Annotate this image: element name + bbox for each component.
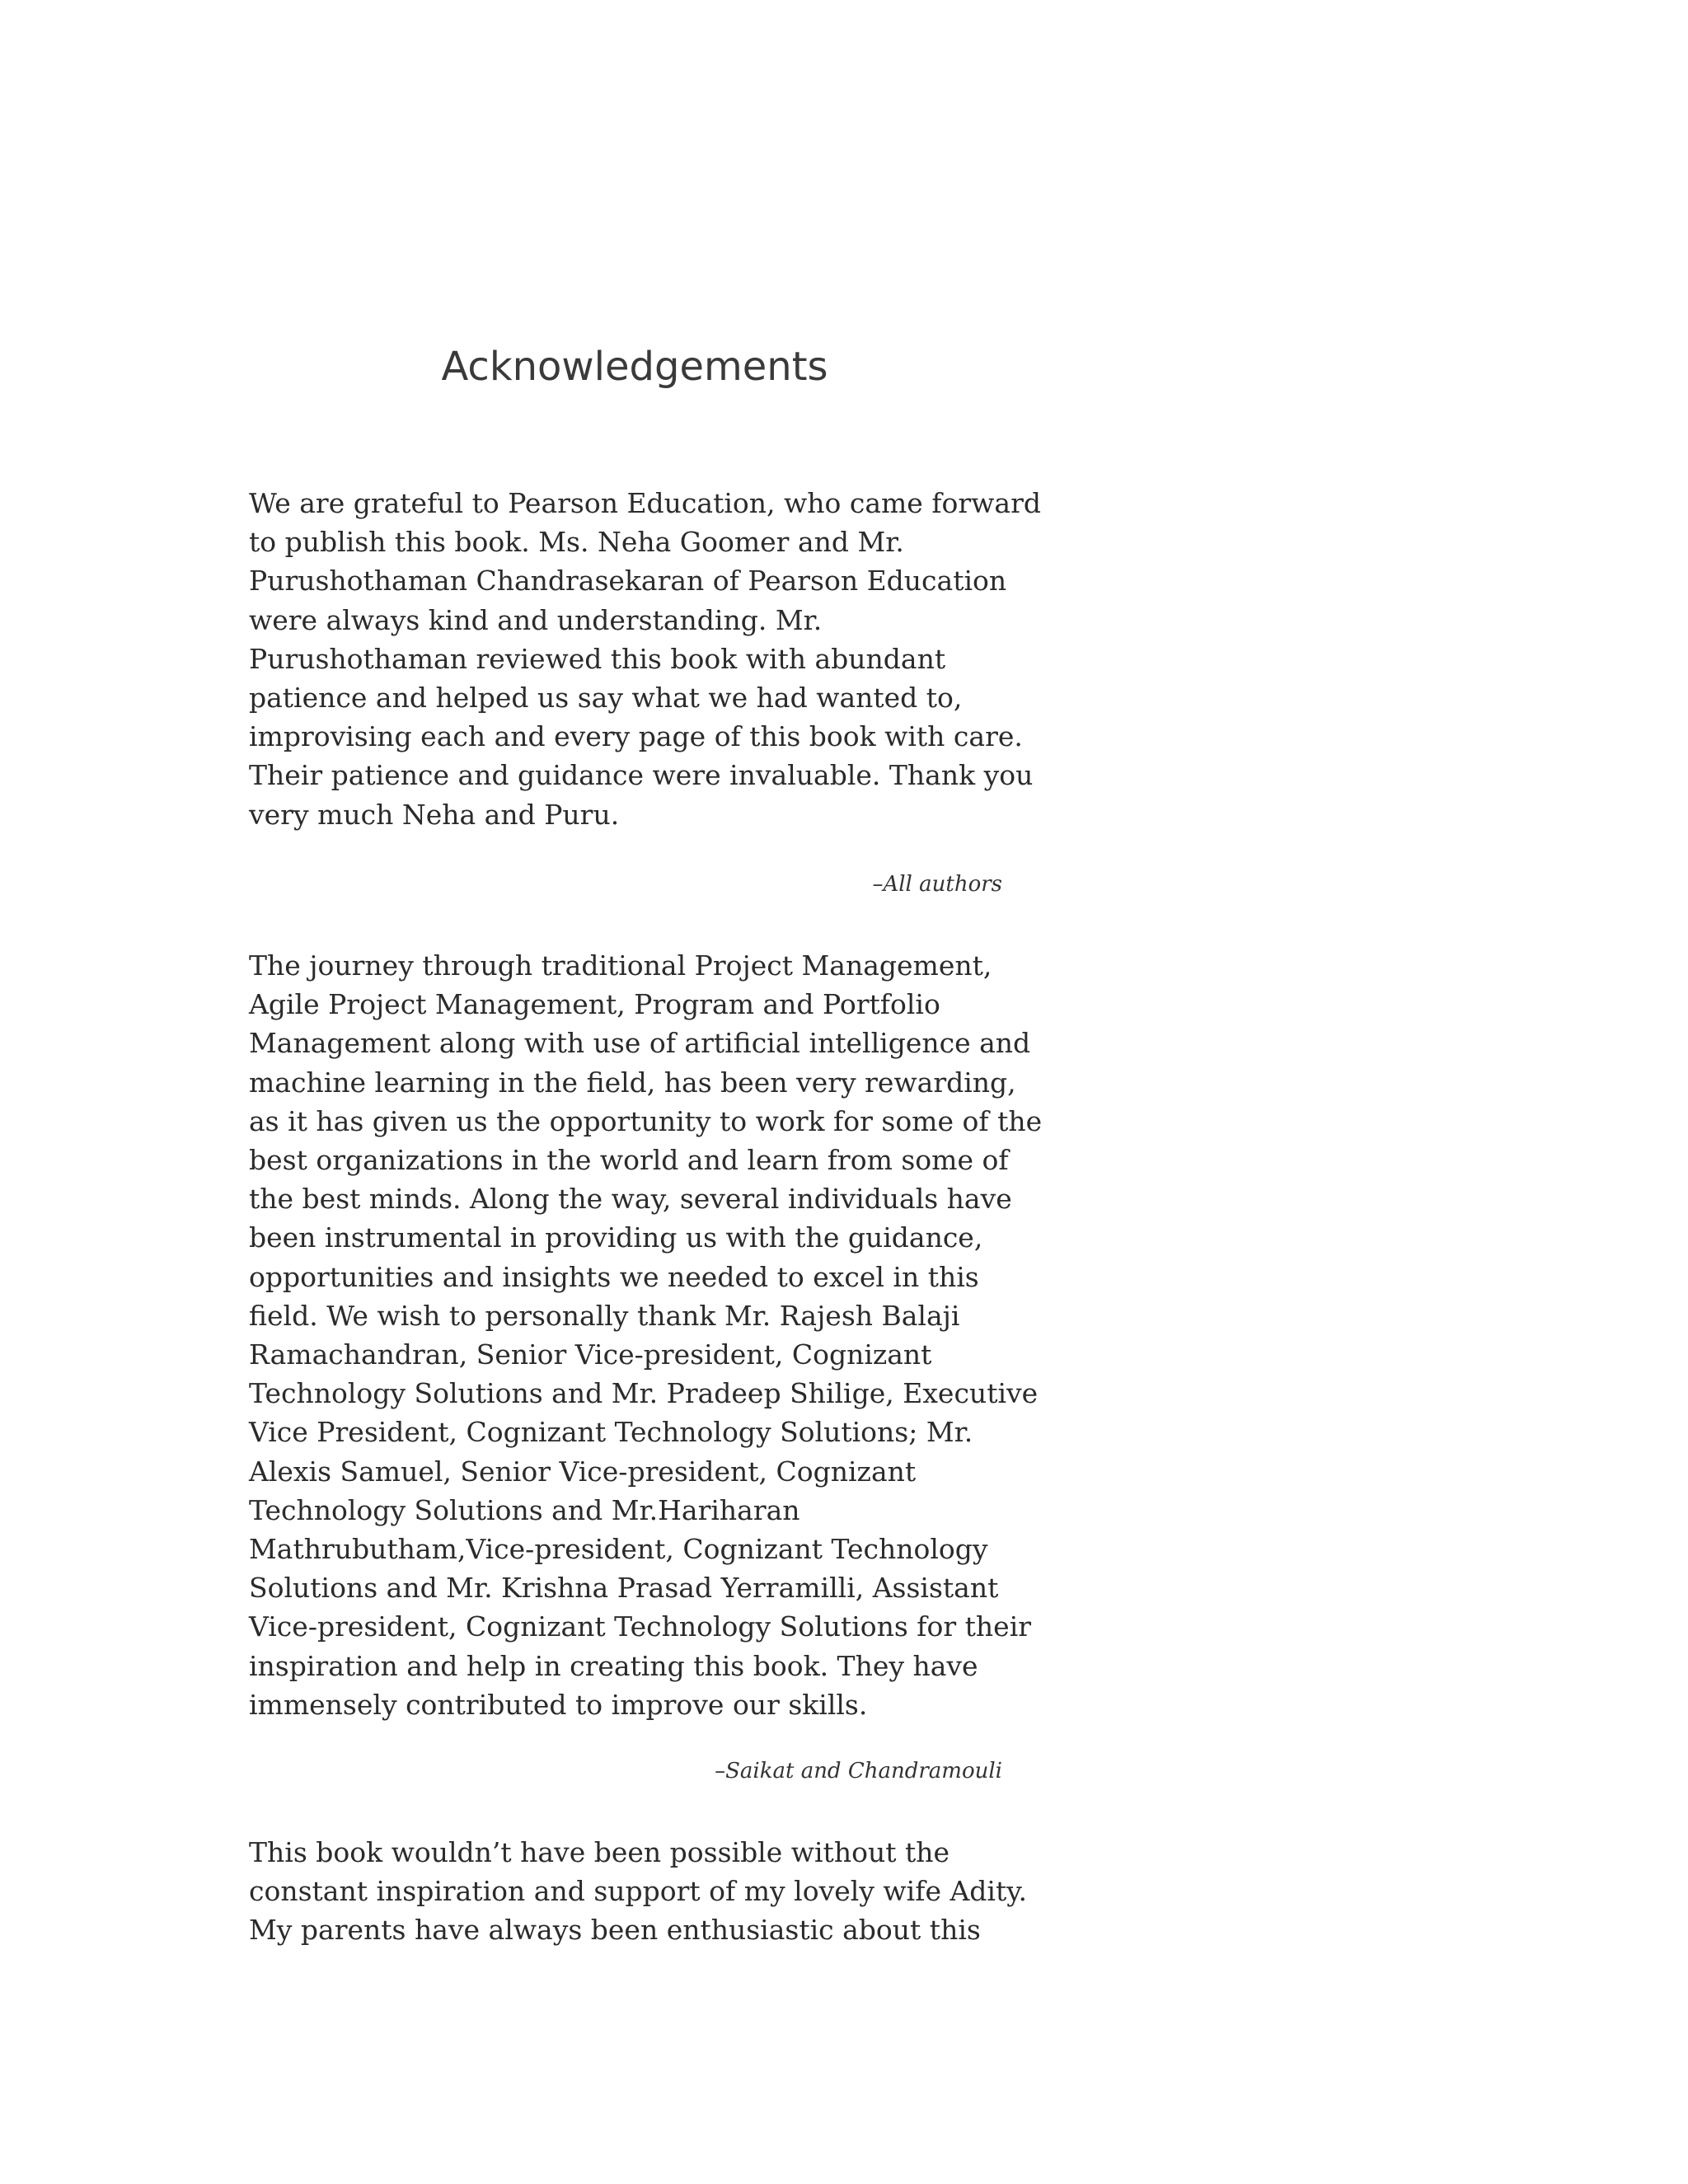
paragraph-line: Management along with use of artificial intelligence and: [249, 1027, 1031, 1060]
paragraph-line: best organizations in the world and learn from some of: [249, 1144, 1009, 1177]
paragraph-line: as it has given us the opportunity to work for some of the: [249, 1104, 1043, 1137]
paragraph-line: Their patience and guidance were invaluable. Thank you: [249, 759, 1034, 792]
paragraph-line: We are grateful to Pearson Education, who came forward: [249, 487, 1041, 519]
paragraph-line: Vice-president, Cognizant Technology Solutions for their: [249, 1610, 1032, 1643]
paragraph-line: immensely contributed to improve our skills.: [249, 1688, 868, 1721]
paragraph-line: Ramachandran, Senior Vice-president, Cognizant: [249, 1338, 932, 1371]
paragraph-line: Alexis Samuel, Senior Vice-president, Cognizant: [249, 1455, 917, 1488]
paragraph-line: opportunities and insights we needed to excel in this: [249, 1260, 979, 1293]
paragraph-line: the best minds. Along the way, several individuals have: [249, 1183, 1012, 1216]
paragraph-line: to publish this book. Ms. Neha Goomer and Mr.: [249, 526, 904, 559]
page-title: Acknowledgements: [441, 344, 828, 390]
paragraph-line: Technology Solutions and Mr. Pradeep Shilige, Executive: [249, 1377, 1039, 1410]
paragraph-line: patience and helped us say what we had wanted to,: [249, 682, 963, 715]
paragraph-journey: [249, 946, 1043, 1724]
paragraph-line: The journey through traditional Project Management,: [249, 949, 992, 982]
paragraph-line: This book wouldn’t have been possible without the: [249, 1836, 950, 1868]
paragraph-personal: [249, 1833, 1036, 1950]
paragraph-line: inspiration and help in creating this book. They have: [249, 1649, 978, 1682]
paragraph-line: Solutions and Mr. Krishna Prasad Yerramilli, Assistant: [249, 1572, 999, 1605]
paragraph-line: Purushothaman Chandrasekaran of Pearson Education: [249, 565, 1007, 598]
paragraph-line: Technology Solutions and Mr.Hariharan: [249, 1493, 800, 1526]
paragraph-line: been instrumental in providing us with the guidance,: [249, 1221, 983, 1254]
signature-all-authors: –All authors: [872, 872, 1002, 897]
paragraph-line: Mathrubutham,Vice-president, Cognizant Technology: [249, 1533, 988, 1566]
paragraph-line: improvising each and every page of this book with care.: [249, 720, 1023, 753]
paragraph-line: Agile Project Management, Program and Portfolio: [249, 988, 940, 1021]
paragraph-line: constant inspiration and support of my lovely wife Adity.: [249, 1875, 1027, 1908]
paragraph-line: machine learning in the field, has been very rewarding,: [249, 1066, 1016, 1099]
paragraph-line: field. We wish to personally thank Mr. Rajesh Balaji: [249, 1299, 960, 1332]
paragraph-line: Vice President, Cognizant Technology Solutions; Mr.: [249, 1416, 973, 1449]
paragraph-line: very much Neha and Puru.: [249, 798, 620, 831]
paragraph-line: My parents have always been enthusiastic about this: [249, 1914, 981, 1947]
paragraph-line: were always kind and understanding. Mr.: [249, 603, 823, 636]
paragraph-pearson: [249, 484, 1041, 834]
signature-saikat-chandramouli: –Saikat and Chandramouli: [715, 1759, 1002, 1783]
paragraph-line: Purushothaman reviewed this book with abundant: [249, 642, 946, 675]
